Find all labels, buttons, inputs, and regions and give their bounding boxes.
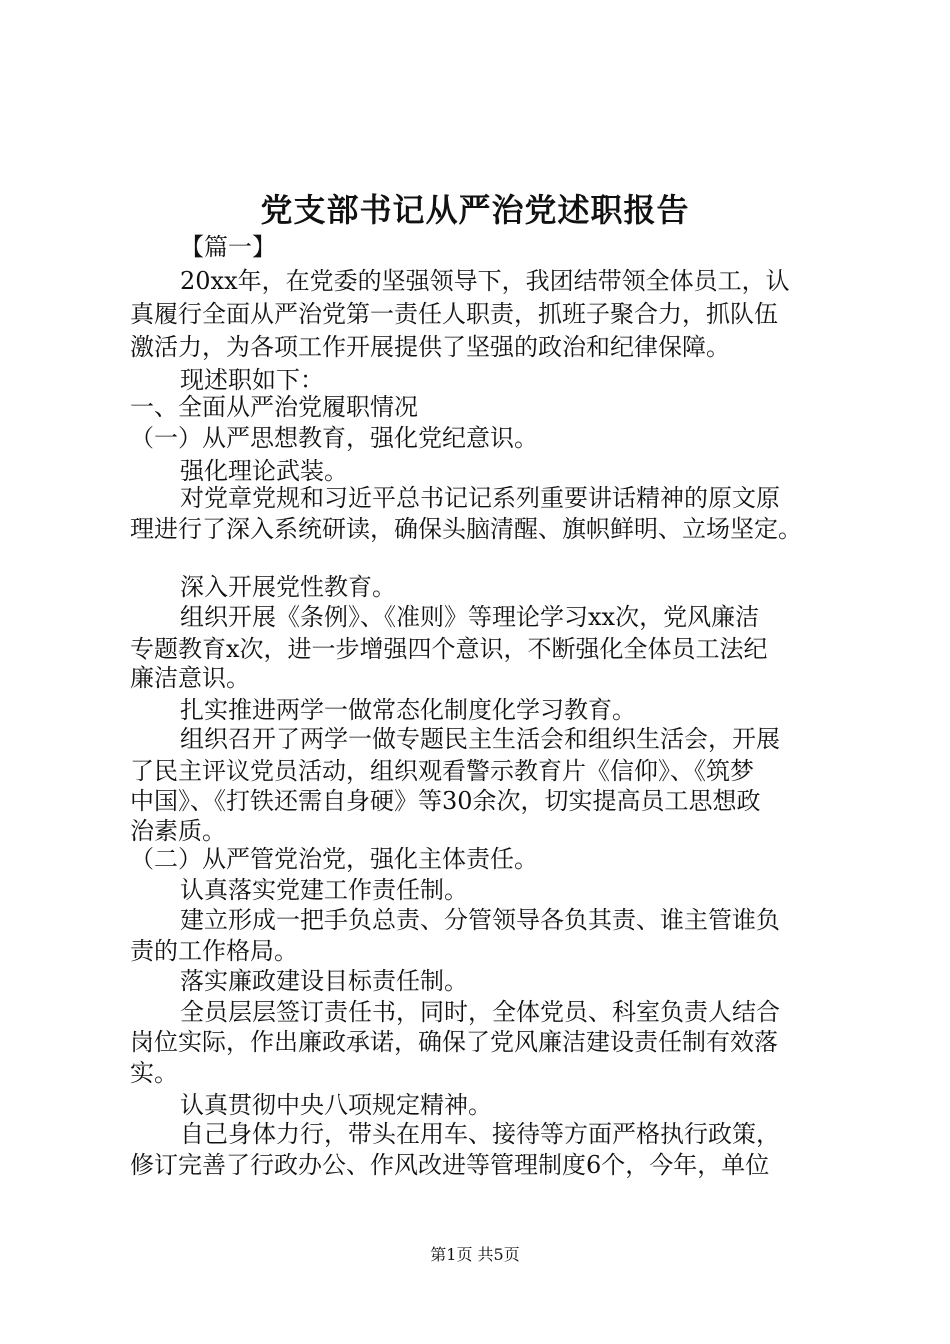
paragraph-line: 理进行了深入系统研读，确保头脑清醒、旗帜鲜明、立场坚定。 [130, 515, 802, 543]
paragraph-line: 实。 [130, 1059, 178, 1087]
paragraph-line: 组织召开了两学一做专题民主生活会和组织生活会，开展 [180, 725, 780, 753]
paragraph-line: 自己身体力行，带头在用车、接待等方面严格执行政策， [180, 1120, 780, 1148]
paragraph-line: 深入开展党性教育。 [180, 573, 396, 601]
paragraph-line: 责的工作格局。 [130, 937, 298, 965]
paragraph-line: 中国》、《打铁还需自身硬》等30余次，切实提高员工思想政 [130, 787, 761, 815]
paragraph-line: 20xx年，在党委的坚强领导下，我团结带领全体员工，认 [180, 267, 790, 295]
paragraph-line: 组织开展《条例》、《准则》等理论学习xx次，党风廉洁 [180, 603, 760, 631]
paragraph-line: 专题教育x次，进一步增强四个意识，不断强化全体员工法纪 [130, 635, 768, 663]
paragraph-line: 落实廉政建设目标责任制。 [180, 967, 468, 995]
paragraph-line: 对党章党规和习近平总书记记系列重要讲话精神的原文原 [180, 484, 780, 512]
paragraph-line: 现述职如下： [180, 366, 324, 394]
paragraph-line: 认真贯彻中央八项规定精神。 [180, 1091, 492, 1119]
paragraph-line: 全员层层签订责任书，同时，全体党员、科室负责人结合 [180, 998, 780, 1026]
section-marker: 【篇一】 [180, 233, 276, 261]
paragraph-line: 了民主评议党员活动，组织观看警示教育片《信仰》、《筑梦 [130, 757, 754, 785]
paragraph-line: 岗位实际，作出廉政承诺，确保了党风廉洁建设责任制有效落 [130, 1028, 778, 1056]
paragraph-line: 激活力，为各项工作开展提供了坚强的政治和纪律保障。 [130, 333, 730, 361]
page-footer: 第1页 共5页 [430, 1245, 520, 1264]
paragraph-line: 真履行全面从严治党第一责任人职责，抓班子聚合力，抓队伍 [130, 300, 778, 328]
subsection-heading: （二）从严管党治党，强化主体责任。 [130, 845, 538, 873]
paragraph-line: 廉洁意识。 [130, 664, 250, 692]
paragraph-line: 认真落实党建工作责任制。 [180, 876, 468, 904]
paragraph-line: 扎实推进两学一做常态化制度化学习教育。 [180, 696, 636, 724]
document-title: 党支部书记从严治党述职报告 [260, 191, 690, 229]
paragraph-line: 建立形成一把手负总责、分管领导各负其责、谁主管谁负 [180, 906, 780, 934]
paragraph-line: 修订完善了行政办公、作风改进等管理制度6个，今年，单位 [130, 1151, 770, 1179]
paragraph-line: 强化理论武装。 [180, 457, 348, 485]
paragraph-line: 治素质。 [130, 817, 226, 845]
section-heading: 一、全面从严治党履职情况 [130, 393, 418, 421]
subsection-heading: （一）从严思想教育，强化党纪意识。 [130, 424, 538, 452]
